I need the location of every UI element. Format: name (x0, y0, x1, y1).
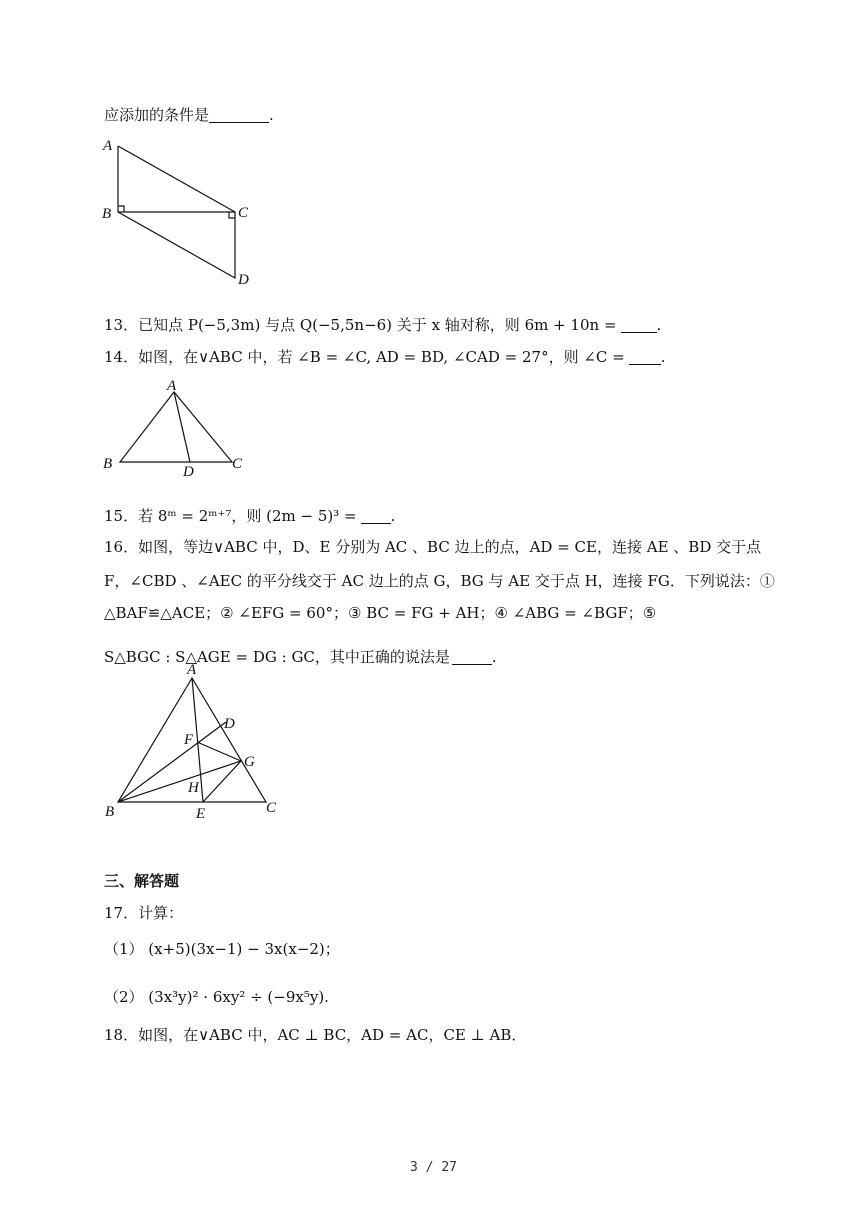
q16-line-3: △BAF≌△ACE；② ∠EFG = 60°；③ BC = FG + AH；④ ∠ABG = ∠BGF；⑤ (104, 604, 657, 622)
q16-line-1: 16．如图，等边∨ABC 中，D、E 分别为 AC 、BC 边上的点，AD = CE，连接 AE 、BD 交于点 (104, 538, 762, 556)
q12-tail (104, 104, 274, 125)
q17-part-1: （1） (x+5)(3x−1) − 3x(x−2)； (104, 940, 340, 958)
figure-q14 (100, 376, 260, 482)
fig12-label-b: B (102, 206, 112, 222)
fig14-label-b: B (103, 456, 113, 472)
fig16-label-f: F (184, 732, 194, 748)
q14-text: 14．如图，在∨ABC 中，若 ∠B = ∠C, AD = BD, ∠CAD = 27°，则 ∠C = (104, 348, 625, 366)
q13-answer-blank[interactable] (621, 318, 657, 333)
q18: 18．如图，在∨ABC 中，AC ⊥ BC，AD = AC，CE ⊥ AB． (104, 1026, 527, 1044)
fig16-label-a: A (187, 662, 197, 678)
q15-end: . (390, 507, 396, 525)
q17-part-2: （2） (3x³y)² · 6xy² ÷ (−9x⁵y). (104, 988, 329, 1006)
q12-end: . (269, 106, 274, 124)
fig16-label-d: D (224, 716, 235, 732)
fig12-label-a: A (103, 138, 113, 154)
q12-text: 应添加的条件是 (104, 106, 210, 124)
q15-answer-blank[interactable] (361, 509, 391, 524)
q14-end: . (660, 348, 666, 366)
q14-answer-blank[interactable] (629, 350, 661, 365)
q16-end: . (491, 648, 497, 666)
fig16-label-e: E (196, 806, 206, 822)
q16-answer-blank[interactable] (452, 650, 492, 665)
figure-q16 (98, 660, 288, 824)
q16-line-4-text: S△BGC : S△AGE = DG : GC，其中正确的说法是 (104, 648, 450, 666)
fig16-label-b: B (105, 804, 115, 820)
fig16-label-g: G (244, 754, 255, 770)
fig12-label-c: C (238, 205, 249, 221)
section-heading: 三、解答题 (104, 872, 180, 890)
q16-line-2: F，∠CBD 、∠AEC 的平分线交于 AC 边上的点 G，BG 与 AE 交于点 H，连接 FG．下列说法：① (104, 572, 775, 590)
fig16-label-h: H (188, 780, 199, 796)
q13 (104, 314, 661, 335)
fig16-label-c: C (266, 800, 277, 816)
q17-intro: 17．计算： (104, 904, 184, 922)
fig14-label-a: A (167, 378, 177, 394)
q15-text: 15．若 8ᵐ = 2ᵐ⁺⁷，则 (2m − 5)³ = (104, 507, 357, 525)
q15 (104, 505, 395, 526)
q13-text: 13．已知点 P(−5,3m) 与点 Q(−5,5n−6) 关于 x 轴对称，则 6m + 10n = (104, 316, 617, 334)
fig14-label-d: D (183, 464, 194, 480)
fig12-label-d: D (238, 272, 249, 288)
page-number: 3 / 27 (410, 1160, 457, 1175)
figure-q12 (98, 132, 268, 292)
q13-end: . (656, 316, 662, 334)
fig14-label-c: C (232, 456, 243, 472)
q14 (104, 346, 666, 367)
q12-answer-blank[interactable] (209, 108, 269, 123)
